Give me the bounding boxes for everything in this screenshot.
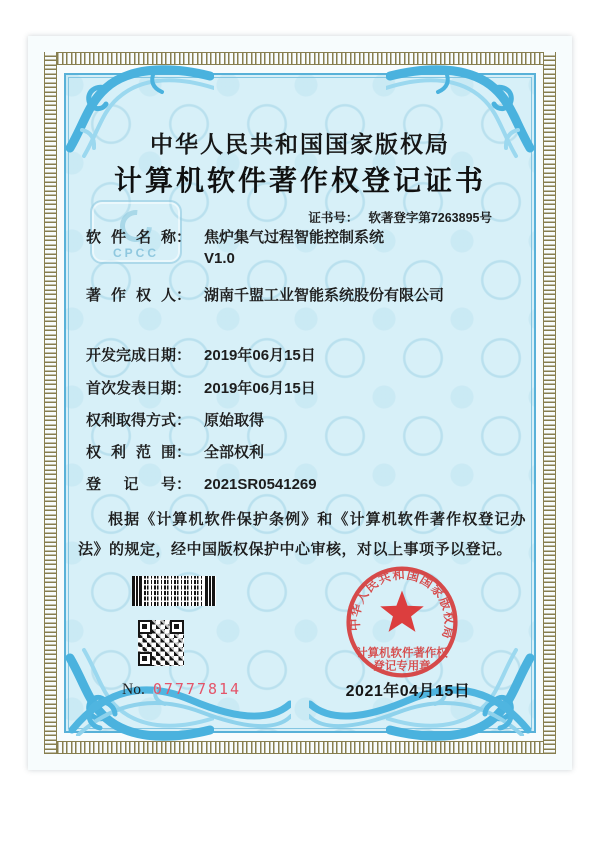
field-label: 权利范围 — [86, 444, 176, 461]
field-row-registration-number — [86, 474, 532, 495]
field-value: 湖南千盟工业智能系统股份有限公司 — [204, 287, 445, 304]
serial-number-line — [122, 680, 241, 699]
barcode-data-region — [144, 576, 204, 606]
issue-date: 2021年04月15日 — [345, 683, 471, 700]
registration-statement: 根据《计算机软件保护条例》和《计算机软件著作权登记办法》的规定，经中国版权保护中心审核，对以上事项予以登记。 — [78, 511, 526, 558]
field-colon: ： — [176, 476, 192, 493]
seal-ring-text: 中华人民共和国国家版权局 — [347, 567, 457, 641]
certificate-paper — [28, 36, 572, 770]
certificate-number-line — [308, 208, 492, 226]
field-label: 著作权人 — [86, 287, 176, 304]
field-colon: ： — [176, 412, 192, 429]
field-row-rights-acquisition — [86, 410, 532, 431]
field-value: 2019年06月15日 — [204, 380, 316, 397]
seal-line1: 计算机软件著作权 — [356, 647, 448, 660]
field-row-rights-scope — [86, 442, 532, 463]
field-value: 焦炉集气过程智能控制系统 V1.0 — [204, 229, 385, 267]
seal-line2: 登记专用章 — [373, 660, 431, 673]
field-row-first-publication-date — [86, 378, 532, 399]
field-colon: ： — [176, 229, 192, 246]
field-label: 登记号 — [86, 476, 176, 493]
field-colon: ： — [176, 287, 192, 304]
field-label: 软件名称 — [86, 229, 176, 246]
qr-code — [138, 620, 184, 666]
certificate-number-label: 证书号： — [308, 211, 359, 225]
field-colon: ： — [176, 347, 192, 364]
certificate-title: 计算机软件著作权登记证书 — [113, 166, 486, 197]
cpcc-watermark-label: CPCC — [112, 246, 159, 260]
seal-star-icon — [380, 591, 423, 632]
field-label: 首次发表日期 — [86, 380, 177, 397]
field-value: 2021SR0541269 — [204, 476, 317, 493]
field-label: 权利取得方式 — [86, 412, 177, 429]
field-row-copyright-owner — [86, 285, 532, 306]
field-colon: ： — [176, 444, 192, 461]
field-value: 2019年06月15日 — [204, 347, 316, 364]
field-value: 原始取得 — [204, 412, 265, 429]
serial-number-value: 07777814 — [152, 680, 242, 698]
issuing-authority-title: 中华人民共和国国家版权局 — [150, 132, 450, 157]
serial-number-label: No. — [122, 681, 145, 698]
certificate-number-value: 软著登字第7263895号 — [368, 211, 492, 225]
field-row-software-name — [86, 227, 532, 269]
qr-finder-icon — [170, 620, 184, 634]
field-value: 全部权利 — [204, 444, 265, 461]
qr-finder-icon — [138, 652, 152, 666]
qr-finder-icon — [138, 620, 152, 634]
field-row-completion-date — [86, 345, 532, 366]
official-seal — [340, 560, 464, 684]
field-label: 开发完成日期 — [86, 347, 177, 364]
field-colon: ： — [176, 380, 192, 397]
barcode — [132, 576, 216, 606]
